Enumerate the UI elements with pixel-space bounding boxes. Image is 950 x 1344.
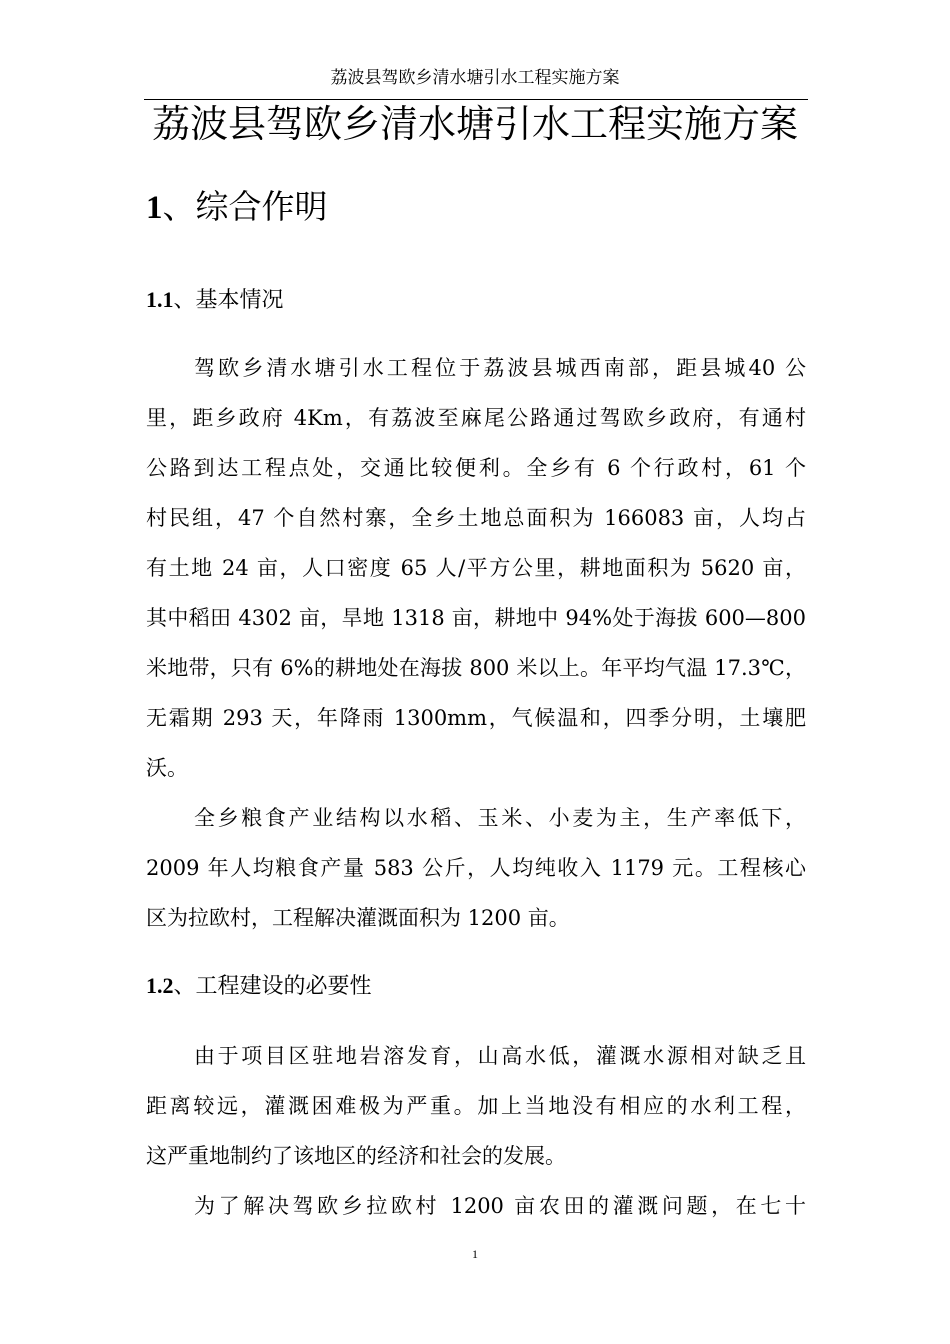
paragraph-line: 有土地 24 亩，人口密度 65 人/平方公里，耕地面积为 5620 亩，	[146, 556, 806, 580]
section-separator: 、	[173, 974, 196, 999]
section-number: 1.2	[146, 973, 174, 998]
page-number: 1	[472, 1247, 478, 1261]
running-header: 荔波县驾欧乡清水塘引水工程实施方案	[330, 68, 620, 88]
section-separator: 、	[173, 288, 196, 313]
paragraph-line: 沃。	[146, 756, 188, 780]
chapter-heading	[146, 183, 328, 232]
paragraph-line: 驾欧乡清水塘引水工程位于荔波县城西南部，距县城40 公	[194, 356, 806, 380]
section-number: 1.1	[146, 287, 174, 312]
paragraph-line: 米地带，只有 6%的耕地处在海拔 800 米以上。年平均气温 17.3℃，	[146, 656, 806, 680]
section-title: 工程建设的必要性	[195, 974, 372, 999]
chapter-number: 1	[146, 190, 163, 226]
section-title: 基本情况	[195, 288, 284, 313]
paragraph-line: 里，距乡政府 4Km，有荔波至麻尾公路通过驾欧乡政府，有通村	[146, 406, 806, 430]
paragraph-line: 公路到达工程点处，交通比较便利。全乡有 6 个行政村，61 个	[146, 456, 806, 480]
paragraph-line: 这严重地制约了该地区的经济和社会的发展。	[146, 1144, 566, 1168]
document-title: 荔波县驾欧乡清水塘引水工程实施方案	[151, 102, 798, 146]
section-heading-1-1	[146, 284, 284, 317]
paragraph-line: 为了解决驾欧乡拉欧村 1200 亩农田的灌溉问题，在七十	[194, 1194, 806, 1218]
paragraph-line: 由于项目区驻地岩溶发育，山高水低，灌溉水源相对缺乏且	[194, 1044, 806, 1068]
paragraph-line: 村民组，47 个自然村寨，全乡土地总面积为 166083 亩，人均占	[146, 506, 806, 530]
paragraph-line: 无霜期 293 天，年降雨 1300mm，气候温和，四季分明，土壤肥	[146, 706, 806, 730]
section-heading-1-2	[146, 970, 372, 1003]
paragraph-line: 全乡粮食产业结构以水稻、玉米、小麦为主，生产率低下，	[194, 806, 806, 830]
paragraph-line: 区为拉欧村，工程解决灌溉面积为 1200 亩。	[146, 906, 570, 930]
paragraph-line: 距离较远，灌溉困难极为严重。加上当地没有相应的水利工程，	[146, 1094, 806, 1118]
chapter-separator: 、	[162, 187, 196, 226]
paragraph-line: 2009 年人均粮食产量 583 公斤，人均纯收入 1179 元。工程核心	[146, 856, 806, 880]
paragraph-line: 其中稻田 4302 亩，旱地 1318 亩，耕地中 94%处于海拔 600—800	[146, 606, 806, 630]
chapter-title: 综合作明	[195, 187, 328, 226]
